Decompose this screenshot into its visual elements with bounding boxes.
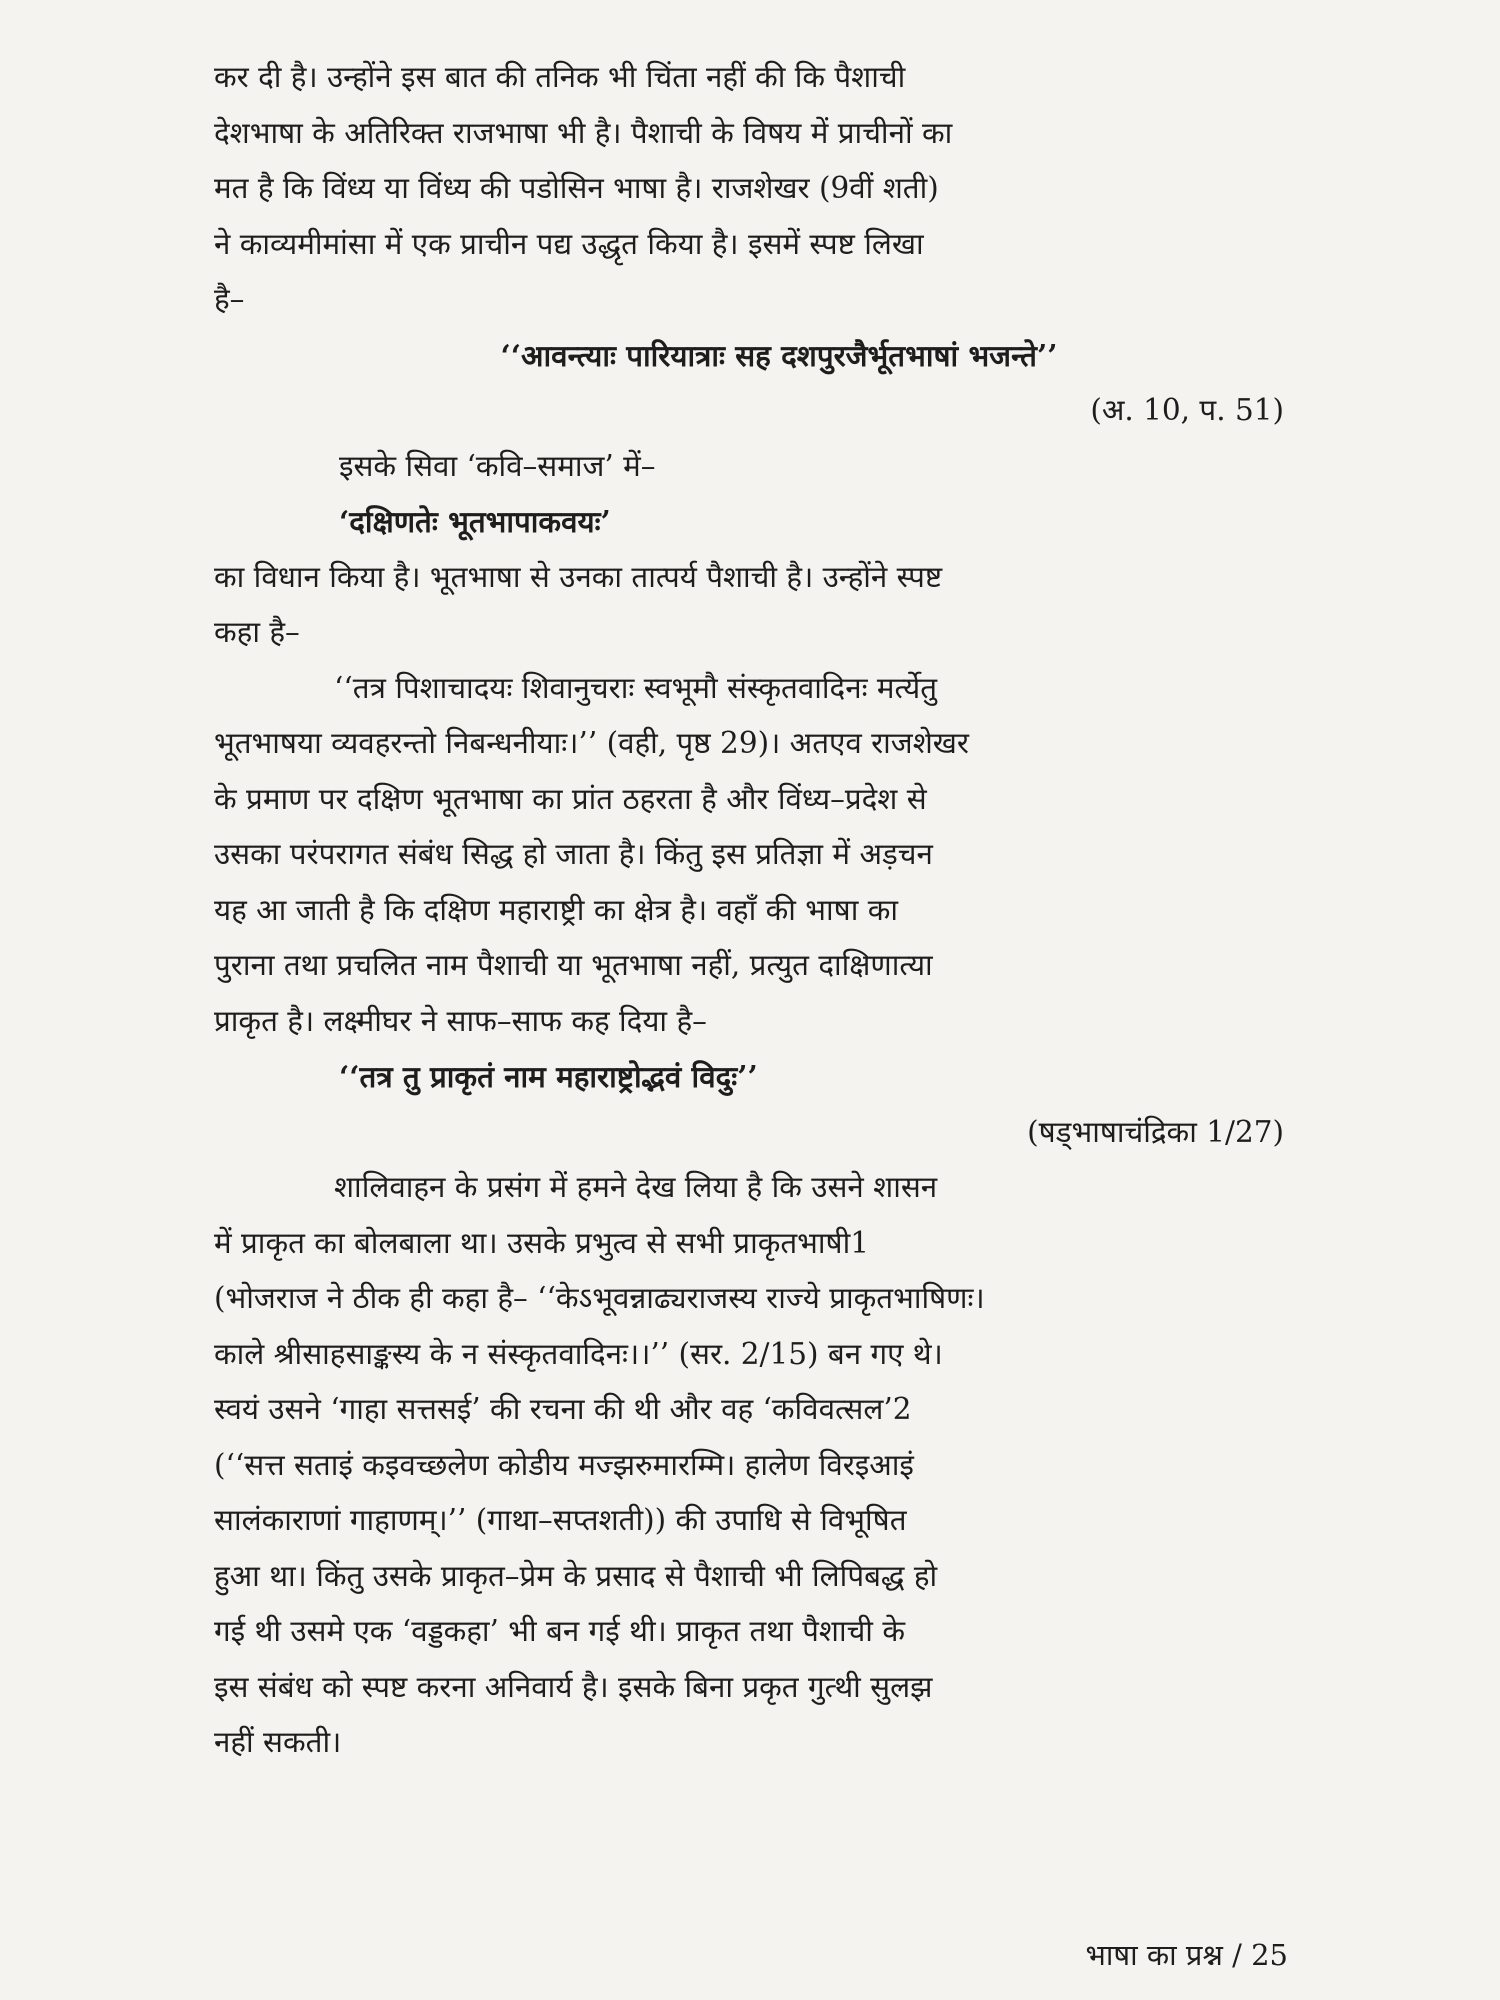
paragraph-3 [214, 661, 1284, 1050]
text-line: शालिवाहन के प्रसंग में हमने देख लिया है कि उसने शासन [334, 1170, 938, 1204]
text-line: के प्रमाण पर दक्षिण भूतभाषा का प्रांत ठहरता है और विंध्य–प्रदेश से [214, 781, 927, 816]
text-line: भूतभाषया व्यवहरन्तो निबन्धनीयाः।’’ (वही, पृष्ठ 29)। अतएव राजशेखर [214, 726, 969, 760]
text-line: उसका परंपरागत संबंध सिद्ध हो जाता है। किंतु इस प्रतिज्ञा में अड़चन [214, 837, 933, 871]
text-line: यह आ जाती है कि दक्षिण महाराष्ट्री का क्षेत्र है। वहाँ की भाषा का [214, 892, 899, 927]
paragraph-4 [214, 1160, 1284, 1771]
text-line: नहीं सकती। [214, 1725, 342, 1759]
intro-line: इसके सिवा ‘कवि–समाज’ में– [339, 448, 656, 483]
text-line: ने काव्यमीमांसा में एक प्राचीन पद्य उद्धृत किया है। इसमें स्पष्ट लिखा [214, 226, 924, 261]
paragraph-2 [214, 550, 1284, 661]
text-line: है– [214, 282, 245, 316]
text-line: कर दी है। उन्होंने इस बात की तनिक भी चिंता नहीं की कि पैशाची [214, 60, 906, 94]
verse-citation: (अ. 10, प. 51) [1090, 393, 1284, 427]
text-line: का विधान किया है। भूतभाषा से उनका तात्पर्य पैशाची है। उन्होंने स्पष्ट [214, 559, 943, 594]
paragraph-1 [214, 50, 1284, 328]
page-body [214, 50, 1284, 1771]
text-line: स्वयं उसने ‘गाहा सत्तसई’ की रचना की थी और वह ‘कविवत्सल’2 [214, 1392, 912, 1426]
text-line: में प्राकृत का बोलबाला था। उसके प्रभुत्व से सभी प्राकृतभाषी1 [214, 1225, 870, 1260]
text-line: ‘‘तत्र पिशाचादयः शिवानुचराः स्वभूमौ संस्कृतवादिनः मर्त्येतु [334, 670, 938, 705]
text-line: गई थी उसमे एक ‘वड्डकहा’ भी बन गई थी। प्राकृत तथा पैशाची के [214, 1614, 905, 1648]
text-line: काले श्रीसाहसाङ्कस्य के न संस्कृतवादिनः।।’’ (सर. 2/15) बन गए थे। [214, 1336, 943, 1371]
text-line: मत है कि विंध्य या विंध्य की पडोसिन भाषा है। राजशेखर (9वीं शती) [214, 171, 939, 205]
sanskrit-verse: ‘दक्षिणतेः भूतभापाकवयः’ [339, 504, 611, 539]
running-footer: भाषा का प्रश्न / 25 [1085, 1938, 1288, 1972]
quote-block-2 [214, 1049, 1284, 1160]
sanskrit-verse: ‘‘आवन्त्याः पारियात्राः सह दशपुरजैर्भूतभाषां भजन्ते’’ [500, 337, 1058, 373]
verse-citation: (षड्भाषाचंद्रिका 1/27) [1027, 1114, 1284, 1149]
text-line: इस संबंध को स्पष्ट करना अनिवार्य है। इसके बिना प्रकृत गुत्थी सुलझ [214, 1669, 933, 1704]
text-line: हुआ था। किंतु उसके प्राकृत–प्रेम के प्रसाद से पैशाची भी लिपिबद्ध हो [214, 1558, 938, 1593]
quote-block-1 [214, 328, 1284, 439]
sanskrit-verse: ‘‘तत्र तु प्राकृतं नाम महाराष्ट्रोद्भवं विदुः’’ [339, 1059, 758, 1094]
text-line: (‘‘सत्त सताइं कइवच्छलेण कोडीय मज्झरुमारम्मि। हालेण विरइआइं [214, 1447, 914, 1482]
text-line: देशभाषा के अतिरिक्त राजभाषा भी है। पैशाची के विषय में प्राचीनों का [214, 115, 953, 150]
text-line: प्राकृत है। लक्ष्मीघर ने साफ–साफ कह दिया है– [214, 1003, 707, 1038]
text-line: (भोजराज ने ठीक ही कहा है– ‘‘केऽभूवन्नाढ्यराजस्य राज्ये प्राकृतभाषिणः। [214, 1281, 985, 1315]
text-line: पुराना तथा प्रचलित नाम पैशाची या भूतभाषा नहीं, प्रत्युत दाक्षिणात्या [214, 948, 933, 982]
text-line: कहा है– [214, 615, 300, 649]
text-line: सालंकाराणां गाहाणम्।’’ (गाथा–सप्तशती)) की उपाधि से विभूषित [214, 1503, 907, 1537]
kavi-samaj-block [214, 439, 1284, 550]
